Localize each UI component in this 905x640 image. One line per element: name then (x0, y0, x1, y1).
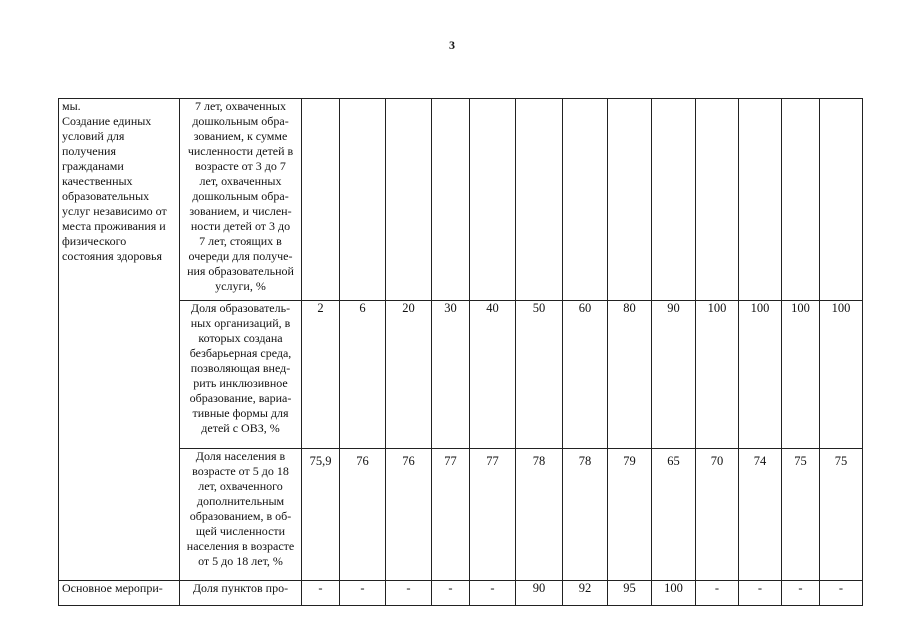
value-cell: 100 (782, 301, 820, 449)
value-cell: 50 (516, 301, 563, 449)
value-cell: - (696, 581, 739, 606)
value-cell: 77 (432, 449, 470, 581)
indicator-cell (180, 581, 302, 606)
value-cell: 2 (302, 301, 340, 449)
value-cell: 75 (820, 449, 863, 581)
value-cell (782, 99, 820, 301)
indicator-text: Доля населения в возрасте от 5 до 18 лет, охваченного дополнительным образованием, в об- щей численности населения в возрасте от 5 до 18 лет, % (186, 449, 295, 568)
value-cell: - (340, 581, 386, 606)
value-cell: 100 (739, 301, 782, 449)
program-table (58, 98, 863, 606)
value-cell: - (302, 581, 340, 606)
value-cell: 60 (563, 301, 608, 449)
value-cell: 65 (652, 449, 696, 581)
value-cell: 76 (340, 449, 386, 581)
value-cell: 78 (563, 449, 608, 581)
value-cell: 78 (516, 449, 563, 581)
activity-text: мы. Создание единых условий для получения гражданами качественных образовательных услуг независимо от места проживания и физического состояния здоровья (62, 99, 167, 263)
value-cell: - (386, 581, 432, 606)
value-cell (470, 99, 516, 301)
value-cell: 30 (432, 301, 470, 449)
value-cell (820, 99, 863, 301)
value-cell (696, 99, 739, 301)
activity-cell (59, 581, 180, 606)
value-cell: 20 (386, 301, 432, 449)
value-cell: 100 (696, 301, 739, 449)
value-cell: 75 (782, 449, 820, 581)
indicator-text: Доля пунктов про- (192, 581, 289, 595)
value-cell: 95 (608, 581, 652, 606)
value-cell: 76 (386, 449, 432, 581)
value-cell: - (432, 581, 470, 606)
value-cell: 70 (696, 449, 739, 581)
indicator-text: 7 лет, охваченных дошкольным обра- зованием, к сумме численности детей в возрасте от 3 до 7 лет, охваченных дошкольным обра- зованием, и числен- ности детей от 3 до 7 лет, стоящих в очереди для получе- ния образовательной услуги, % (187, 99, 294, 293)
table-row (59, 449, 863, 581)
value-cell: 79 (608, 449, 652, 581)
table-row (59, 301, 863, 449)
value-cell: 40 (470, 301, 516, 449)
value-cell: 92 (563, 581, 608, 606)
value-cell (302, 99, 340, 301)
value-cell (340, 99, 386, 301)
value-cell (386, 99, 432, 301)
indicator-text: Доля образователь- ных организаций, в которых создана безбарьерная среда, позволяющая внед- рить инклюзивное образование, вариа- тивные формы для детей с ОВЗ, % (189, 301, 292, 435)
value-cell (739, 99, 782, 301)
value-cell: - (782, 581, 820, 606)
value-cell: 6 (340, 301, 386, 449)
value-cell: 80 (608, 301, 652, 449)
value-cell (563, 99, 608, 301)
value-cell (652, 99, 696, 301)
value-cell: 90 (652, 301, 696, 449)
value-cell (516, 99, 563, 301)
indicator-cell (180, 99, 302, 301)
value-cell: 77 (470, 449, 516, 581)
page-number: 3 (449, 38, 455, 52)
value-cell: 90 (516, 581, 563, 606)
value-cell: 74 (739, 449, 782, 581)
value-cell: - (820, 581, 863, 606)
value-cell: - (739, 581, 782, 606)
activity-cell (59, 99, 180, 581)
value-cell (608, 99, 652, 301)
value-cell: - (470, 581, 516, 606)
value-cell: 75,9 (302, 449, 340, 581)
table-row (59, 581, 863, 606)
indicator-cell (180, 449, 302, 581)
table-row (59, 99, 863, 301)
value-cell: 100 (652, 581, 696, 606)
activity-text: Основное меропри- (62, 581, 163, 595)
indicator-cell (180, 301, 302, 449)
value-cell: 100 (820, 301, 863, 449)
value-cell (432, 99, 470, 301)
